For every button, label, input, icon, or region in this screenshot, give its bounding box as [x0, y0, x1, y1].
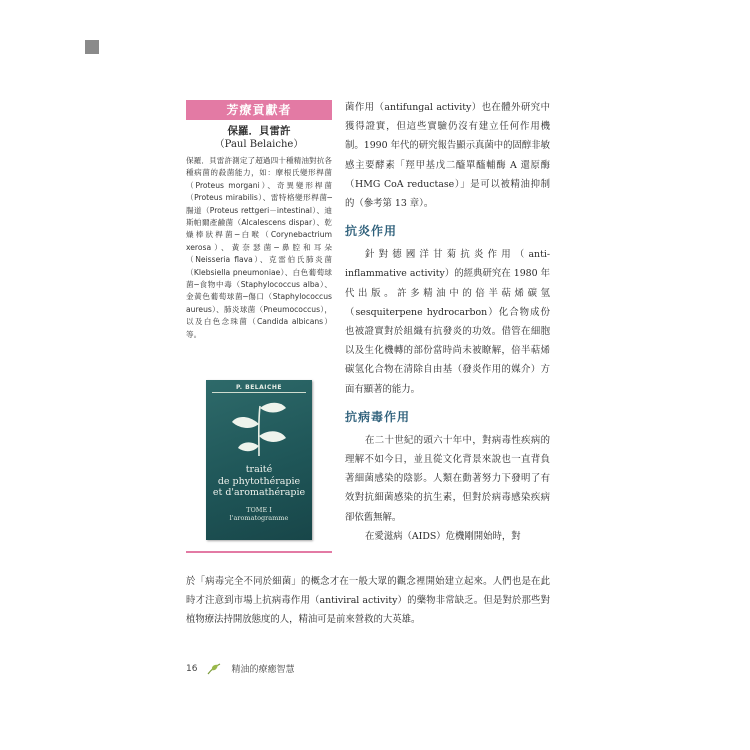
page-footer [186, 662, 294, 675]
page-number: 16 [186, 663, 198, 674]
antiviral-paragraph: 在二十世紀的頭六十年中，對病毒性疾病的理解不如今日，並且從文化背景來說也一直背負著細菌感染的陰影。人類在動著努力下發明了有效對抗細菌感染的抗生素，但對於病毒感染疾病卻依舊無解。 [345, 434, 550, 523]
book-title [206, 464, 312, 499]
contributor-name-latin: （Paul Belaiche） [214, 139, 304, 150]
heading-anti-inflammatory: 抗炎作用 [345, 224, 398, 239]
leaf-icon [207, 663, 221, 675]
book-title-line: et d'aromathérapie [212, 487, 306, 498]
contributor-name: 保羅．貝雷許 [227, 125, 291, 137]
sidebar-body-text: 保羅．貝雷許測定了超過四十種精油對抗各種病菌的殺菌能力，如：摩根氏變形桿菌（Proteus morgani）、奇異變形桿菌（Proteus mirabilis）、雷特格變形桿菌─腸道（Proteus rettgeri－intestinal）、迪斯帕爾產鹼菌（Alcalescens dispar）、乾燥棒狀桿菌─白喉（Corynebactrium xerosa）、黃奈瑟菌─鼻腔和耳朵（Neisseria flava）、克雷伯氏肺炎菌（Klebsiella pneumoniae）、白色葡萄球菌─食物中毒（Staphylococcus alba）、金黃色葡萄球菌─傷口（Staphylococcus aureus）、肺炎球菌（Pneumococcus），以及白色念珠菌（Candida albicans）等。 [186, 156, 332, 339]
book-cover-image [206, 380, 312, 540]
book-title-line: de phytothérapie [217, 475, 301, 487]
intro-paragraph: 菌作用（antifungal activity）也在體外研究中獲得證實，但這些實驗仍沒有建立任何作用機制。1990 年代的研究報告顯示真菌中的固醇非敏感主要酵素「羥甲基戊二醯單醯輔酶 A 還原酶（HMG CoA reductase）」是可以被精油抑制的（參考第 13 章）。 [345, 102, 550, 210]
book-title-line: traité [245, 464, 273, 475]
heading-antiviral: 抗病毒作用 [345, 409, 411, 424]
book-cover-rule [212, 392, 306, 393]
corner-marker [85, 40, 99, 54]
running-title: 精油的療癒智慧 [231, 665, 295, 675]
book-tome [206, 506, 312, 522]
book-tome-number: TOME I [246, 506, 272, 514]
main-column [345, 98, 550, 546]
aids-paragraph-start: 在愛滋病（AIDS）危機剛開始時，對 [365, 530, 521, 542]
sidebar-box [186, 100, 332, 341]
anti-inflammatory-paragraph: 針對德國洋甘菊抗炎作用（anti-inflammative activity）的經典研究在 1980 年代出版。許多精油中的倍半萜烯碳氫（sesquiterpene hydrocarbon）化合物成份也被證實對於組織有抗發炎的功效。借管在細胞以及生化機轉的部份當時尚未被瞭解，倍半萜烯碳氫化合物在清除自由基（發炎作用的媒介）方面有顯著的能力。 [345, 249, 550, 395]
book-subtitle: l'aromatogramme [229, 514, 289, 522]
leaf-icon [226, 398, 292, 458]
sidebar-header: 芳療貢獻者 [186, 100, 332, 120]
sidebar-divider [186, 551, 332, 553]
book-author: P. BELAICHE [235, 384, 283, 391]
full-width-paragraph: 於「病毒完全不同於細菌」的概念才在一般大眾的觀念裡開始建立起來。人們也是在此時才注意到市場上抗病毒作用（antiviral activity）的藥物非常缺乏。但是對於那些對植物療法持開放態度的人，精油可是前來營救的大英雄。 [186, 576, 550, 626]
